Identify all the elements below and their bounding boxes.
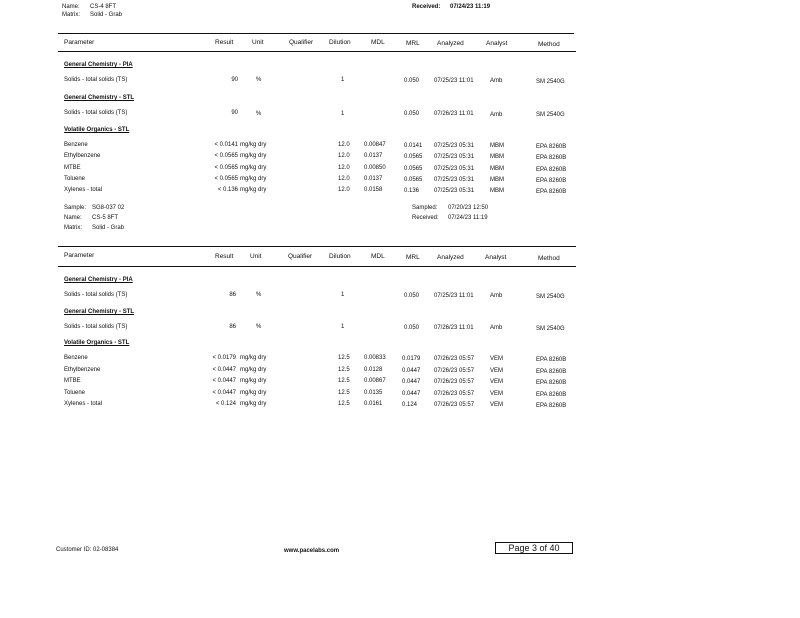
matrix-label: Matrix: <box>62 12 80 18</box>
method-cell: EPA 8260B <box>536 403 567 409</box>
mdl-cell: 0.00850 <box>364 165 386 171</box>
analyst-cell: MBM <box>490 177 504 183</box>
mrl-cell: 0.0447 <box>402 391 421 397</box>
sampled-label: Sampled: <box>412 205 438 211</box>
col-mdl: MDL <box>371 39 385 46</box>
section-title: General Chemistry - STL <box>64 95 135 101</box>
analyzed-cell: 07/25/23 05:31 <box>434 166 475 172</box>
mrl-cell: 0.136 <box>404 188 420 194</box>
mdl-cell: 0.0158 <box>364 187 383 193</box>
analyzed-cell: 07/26/23 05:57 <box>434 379 475 385</box>
analyst-cell: Amb <box>490 78 503 84</box>
col-unit: Unit <box>252 39 264 46</box>
mrl-cell: 0.050 <box>404 78 420 84</box>
col-dilution: Dilution <box>329 39 351 46</box>
method-cell: EPA 8260B <box>536 369 567 375</box>
method-cell: EPA 8260B <box>536 178 567 184</box>
mrl-cell: 0.0565 <box>404 177 423 183</box>
result-cell: < 0.0141 <box>214 142 238 148</box>
matrix-label: Matrix: <box>64 225 82 231</box>
section-title: Volatile Organics - STL <box>64 340 130 346</box>
param-cell: MTBE <box>64 165 81 171</box>
analyst-cell: VEM <box>490 379 504 385</box>
analyst-cell: VEM <box>490 402 504 408</box>
result-cell: < 0.0447 <box>212 390 236 396</box>
section-title: General Chemistry - STL <box>64 309 135 315</box>
analyst-cell: MBM <box>490 188 504 194</box>
method-cell: EPA 8260B <box>536 392 567 398</box>
analyst-cell: Amb <box>490 293 503 299</box>
col-mdl: MDL <box>371 253 385 260</box>
unit-cell: % <box>256 324 262 330</box>
dilution-cell: 12.0 <box>338 176 350 182</box>
analyzed-cell: 07/26/23 11:01 <box>434 325 474 331</box>
unit-cell: % <box>256 111 262 117</box>
mdl-cell: 0.0137 <box>364 176 383 182</box>
param-cell: Solids - total solids (TS) <box>64 77 128 83</box>
param-cell: Ethylbenzene <box>64 367 101 373</box>
unit-cell: mg/kg dry <box>240 355 267 361</box>
method-cell: EPA 8260B <box>536 380 567 386</box>
analyst-cell: VEM <box>490 368 504 374</box>
analyzed-cell: 07/26/23 05:57 <box>434 368 475 374</box>
param-cell: Toluene <box>64 176 86 182</box>
dilution-cell: 12.5 <box>338 401 350 407</box>
dilution-cell: 1 <box>341 111 345 117</box>
result-cell: < 0.0447 <box>212 367 236 373</box>
mdl-cell: 0.00867 <box>364 378 386 384</box>
analyst-cell: VEM <box>490 391 504 397</box>
name-label: Name: <box>64 215 82 221</box>
method-cell: EPA 8260B <box>536 155 567 161</box>
dilution-cell: 12.5 <box>338 355 350 361</box>
col-analyst: Analyst <box>486 40 508 47</box>
result-cell: 86 <box>229 324 236 330</box>
mrl-cell: 0.0447 <box>402 379 421 385</box>
table1-top-rule <box>58 33 574 34</box>
dilution-cell: 12.0 <box>338 187 350 193</box>
col-analyzed: Analyzed <box>437 40 464 47</box>
mdl-cell: 0.0137 <box>364 153 383 159</box>
mdl-cell: 0.0135 <box>364 390 383 396</box>
table2-top-rule <box>58 246 576 247</box>
param-cell: Ethylbenzene <box>64 153 101 159</box>
col-qualifier: Qualifier <box>289 39 314 46</box>
col-parameter: Parameter <box>64 39 95 46</box>
unit-cell: mg/kg dry <box>240 367 267 373</box>
method-cell: SM 2540G <box>536 326 565 332</box>
mdl-cell: 0.0128 <box>364 367 383 373</box>
method-cell: SM 2540G <box>536 112 565 118</box>
sample-value: SG8-037 02 <box>92 205 125 211</box>
param-cell: MTBE <box>64 378 81 384</box>
unit-cell: mg/kg dry <box>240 187 267 193</box>
dilution-cell: 12.5 <box>338 378 350 384</box>
sample-label: Sample: <box>64 205 87 211</box>
param-cell: Solids - total solids (TS) <box>64 324 128 330</box>
unit-cell: % <box>256 292 262 298</box>
col-qualifier: Qualifier <box>288 253 313 260</box>
sampled-value: 07/20/23 12:50 <box>448 205 489 211</box>
mdl-cell: 0.00833 <box>364 355 386 361</box>
table2-header-rule <box>58 266 576 267</box>
section-title: General Chemistry - PIA <box>64 62 133 68</box>
analyzed-cell: 07/25/23 11:01 <box>434 293 474 299</box>
matrix-value: Solid - Grab <box>90 12 123 18</box>
mrl-cell: 0.0141 <box>404 143 423 149</box>
result-cell: 90 <box>231 110 238 116</box>
analyst-cell: MBM <box>490 154 504 160</box>
unit-cell: mg/kg dry <box>240 401 267 407</box>
result-cell: 90 <box>231 77 238 83</box>
mrl-cell: 0.050 <box>404 293 420 299</box>
unit-cell: mg/kg dry <box>240 176 267 182</box>
method-cell: EPA 8260B <box>536 189 567 195</box>
result-cell: < 0.0179 <box>212 355 236 361</box>
col-dilution: Dilution <box>329 253 351 260</box>
mdl-cell: 0.0161 <box>364 401 383 407</box>
dilution-cell: 1 <box>341 324 345 330</box>
table1-header-rule <box>58 51 576 52</box>
analyzed-cell: 07/25/23 05:31 <box>434 154 475 160</box>
col-method: Method <box>538 41 560 48</box>
unit-cell: mg/kg dry <box>240 378 267 384</box>
result-cell: < 0.136 <box>217 187 238 193</box>
dilution-cell: 12.0 <box>338 142 350 148</box>
analyzed-cell: 07/25/23 05:31 <box>434 143 475 149</box>
method-cell: EPA 8260B <box>536 144 567 150</box>
dilution-cell: 12.0 <box>338 153 350 159</box>
dilution-cell: 1 <box>341 292 345 298</box>
analyzed-cell: 07/25/23 11:01 <box>434 78 474 84</box>
received-value: 07/24/23 11:19 <box>448 215 488 221</box>
analyzed-cell: 07/26/23 05:57 <box>434 402 475 408</box>
result-cell: < 0.0565 <box>214 165 238 171</box>
analyst-cell: Amb <box>490 325 503 331</box>
analyst-cell: MBM <box>490 166 504 172</box>
received-label: Received: <box>412 4 441 10</box>
param-cell: Benzene <box>64 142 88 148</box>
method-cell: EPA 8260B <box>536 167 567 173</box>
name-label: Name: <box>62 4 80 10</box>
dilution-cell: 12.5 <box>338 390 350 396</box>
col-result: Result <box>215 253 234 260</box>
analyst-cell: VEM <box>490 356 504 362</box>
unit-cell: mg/kg dry <box>240 142 267 148</box>
col-mrl: MRL <box>406 40 420 47</box>
mdl-cell: 0.00847 <box>364 142 386 148</box>
result-cell: 86 <box>229 292 236 298</box>
unit-cell: % <box>256 77 262 83</box>
method-cell: SM 2540G <box>536 294 565 300</box>
dilution-cell: 12.0 <box>338 165 350 171</box>
method-cell: SM 2540G <box>536 79 565 85</box>
col-analyzed: Analyzed <box>437 254 464 261</box>
name-value: CS-4 8FT <box>90 4 117 10</box>
mrl-cell: 0.050 <box>404 111 420 117</box>
col-analyst: Analyst <box>485 254 507 261</box>
col-unit: Unit <box>250 253 262 260</box>
col-mrl: MRL <box>406 254 420 261</box>
page-number-box: Page 3 of 40 <box>495 542 573 554</box>
mrl-cell: 0.050 <box>404 325 420 331</box>
result-cell: < 0.0565 <box>214 153 238 159</box>
result-cell: < 0.0565 <box>214 176 238 182</box>
param-cell: Solids - total solids (TS) <box>64 292 128 298</box>
param-cell: Xylenes - total <box>64 401 103 407</box>
section-title: Volatile Organics - STL <box>64 127 130 133</box>
name-value: CS-5 8FT <box>92 215 119 221</box>
method-cell: EPA 8260B <box>536 357 567 363</box>
section-title: General Chemistry - PIA <box>64 277 133 283</box>
dilution-cell: 12.5 <box>338 367 350 373</box>
param-cell: Xylenes - total <box>64 187 103 193</box>
col-method: Method <box>538 255 560 262</box>
col-result: Result <box>215 39 234 46</box>
received-label: Received: <box>412 215 439 221</box>
unit-cell: mg/kg dry <box>240 165 267 171</box>
analyst-cell: MBM <box>490 143 504 149</box>
mrl-cell: 0.0565 <box>404 166 423 172</box>
result-cell: < 0.0447 <box>212 378 236 384</box>
analyzed-cell: 07/26/23 11:01 <box>434 111 474 117</box>
param-cell: Benzene <box>64 355 88 361</box>
customer-id: Customer ID: 02-08384 <box>56 547 119 553</box>
analyzed-cell: 07/25/23 05:31 <box>434 177 475 183</box>
col-parameter: Parameter <box>64 252 95 259</box>
website-link[interactable]: www.pacelabs.com <box>284 548 340 554</box>
param-cell: Solids - total solids (TS) <box>64 110 128 116</box>
analyzed-cell: 07/25/23 05:31 <box>434 188 475 194</box>
mrl-cell: 0.124 <box>402 402 418 408</box>
mrl-cell: 0.0565 <box>404 154 423 160</box>
result-cell: < 0.124 <box>215 401 236 407</box>
mrl-cell: 0.0179 <box>402 356 421 362</box>
dilution-cell: 1 <box>341 77 345 83</box>
unit-cell: mg/kg dry <box>240 153 267 159</box>
param-cell: Toluene <box>64 390 86 396</box>
matrix-value: Solid - Grab <box>92 225 125 231</box>
mrl-cell: 0.0447 <box>402 368 421 374</box>
unit-cell: mg/kg dry <box>240 390 267 396</box>
analyst-cell: Amb <box>490 112 503 118</box>
received-value: 07/24/23 11:19 <box>450 4 491 10</box>
analyzed-cell: 07/26/23 05:57 <box>434 356 475 362</box>
analyzed-cell: 07/26/23 05:57 <box>434 391 475 397</box>
